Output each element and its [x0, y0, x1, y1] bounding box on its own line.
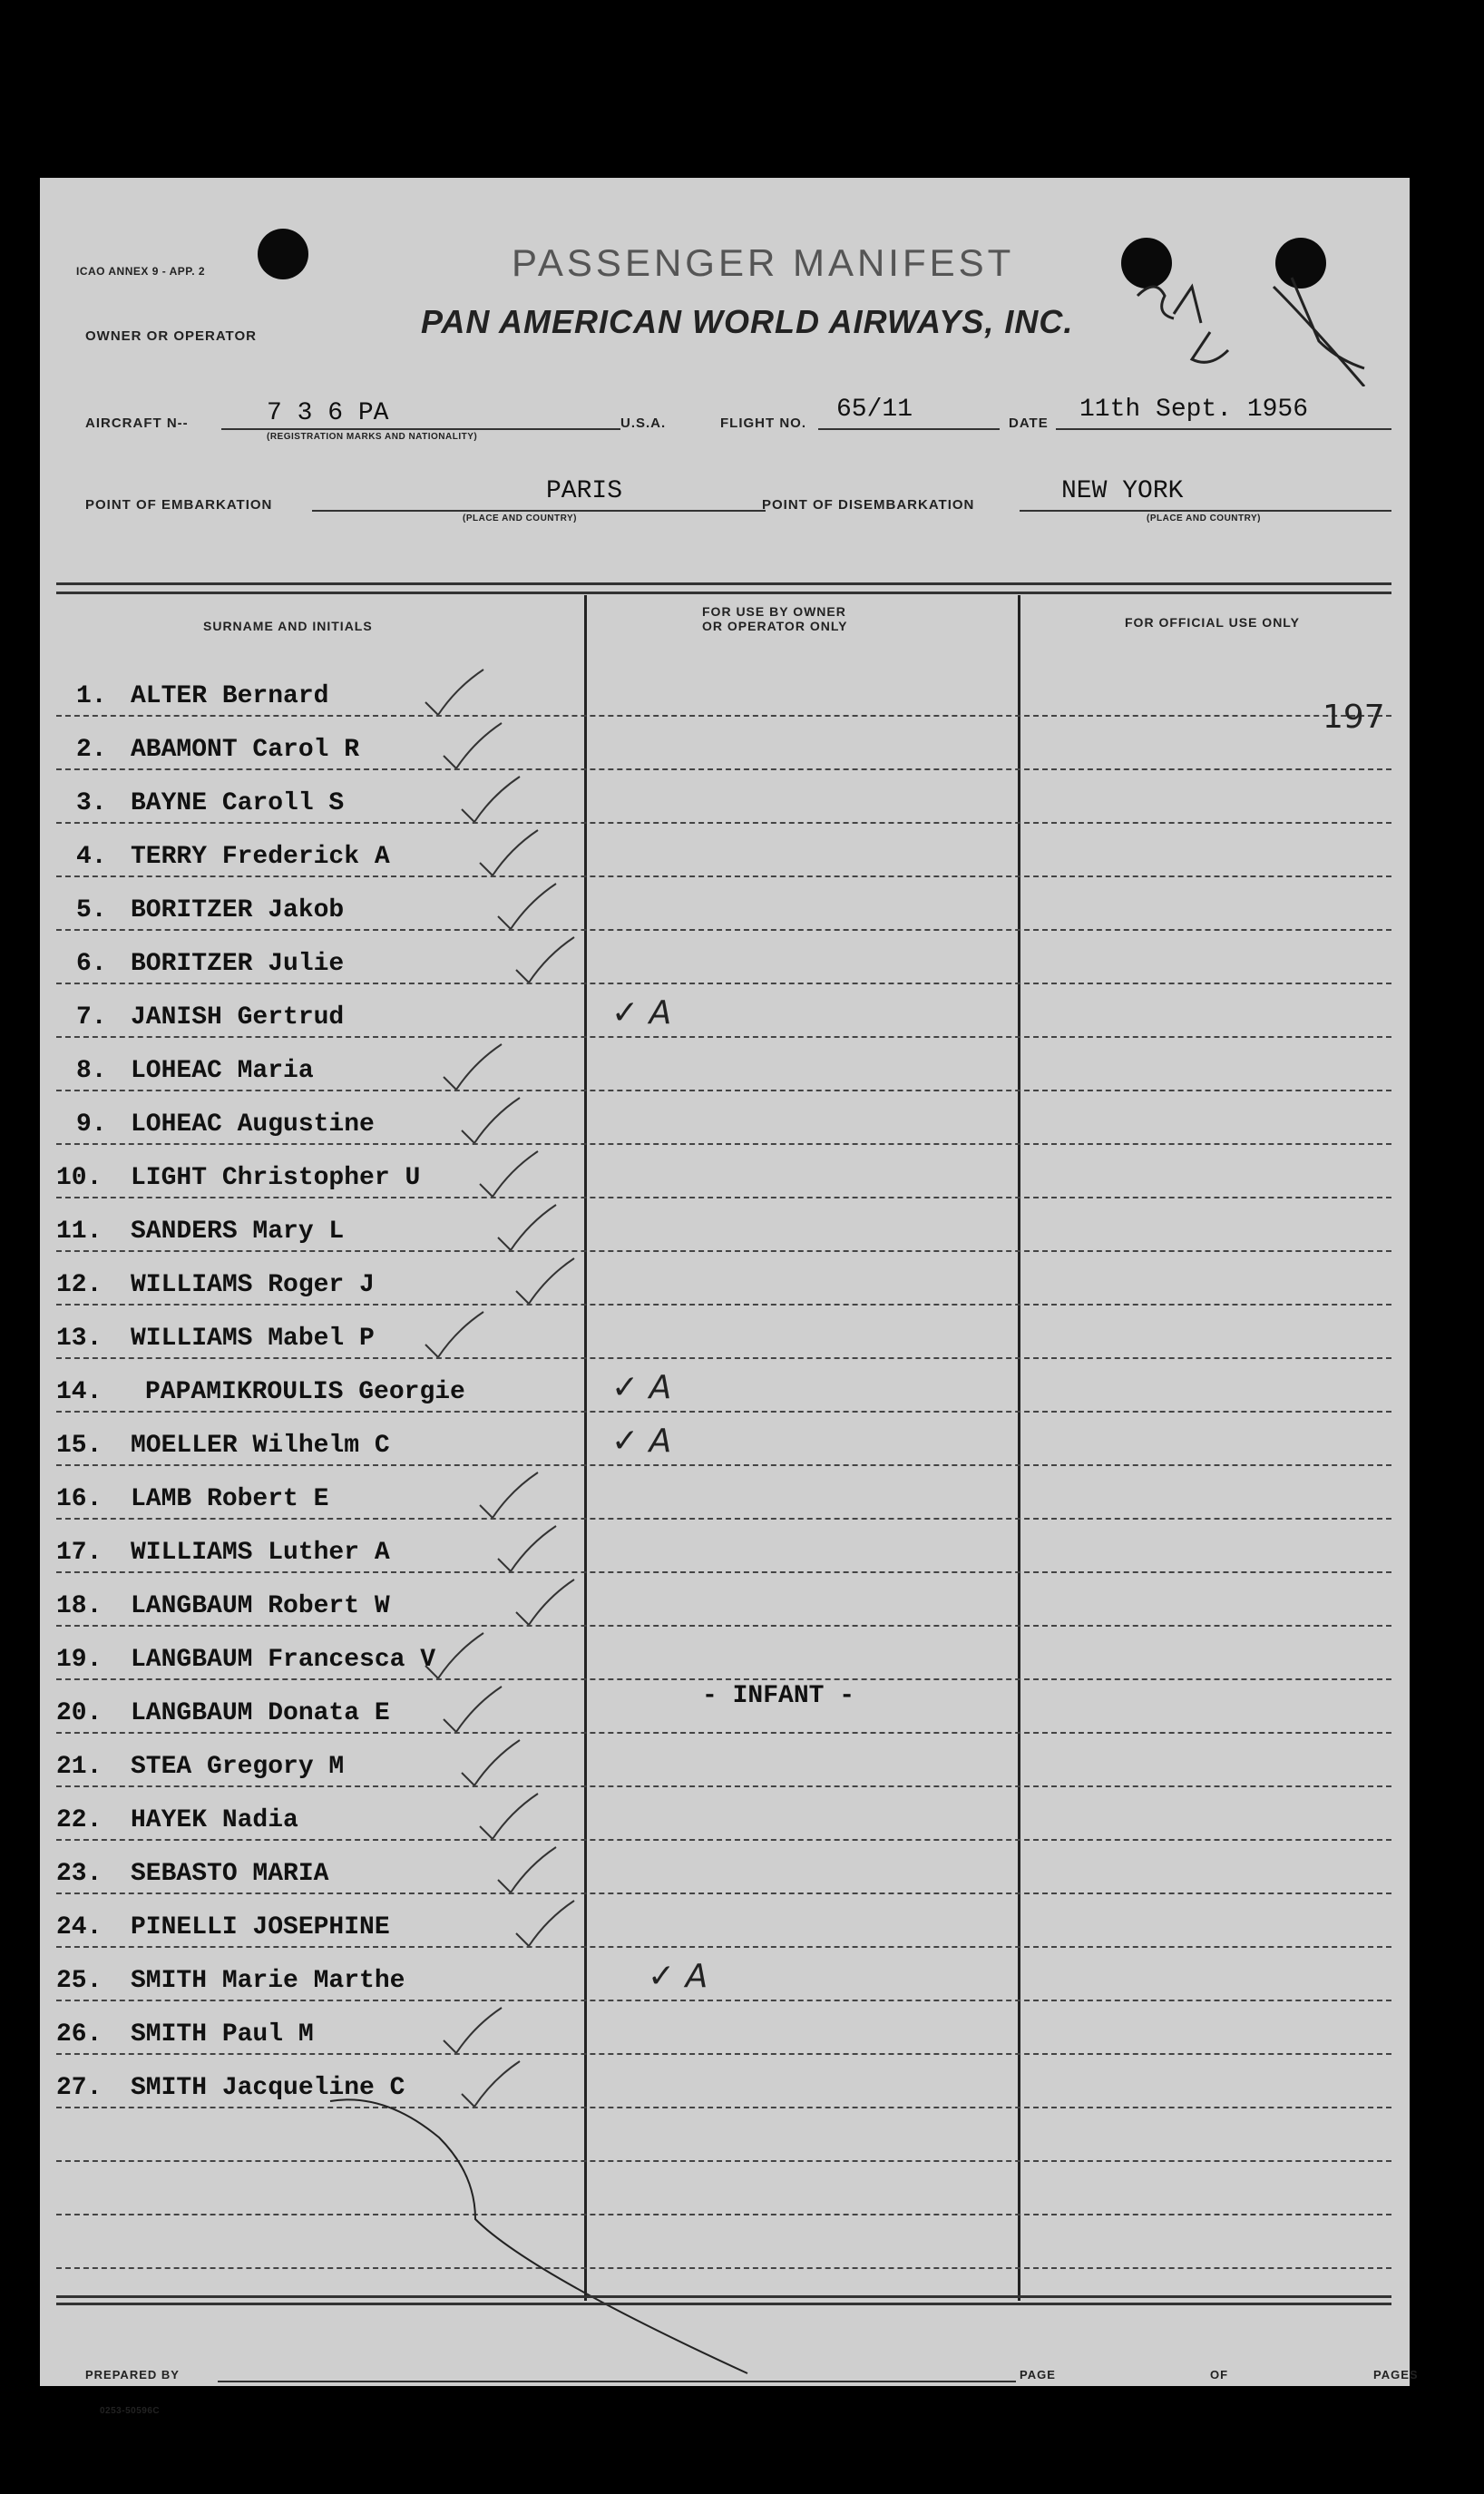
- check-mark-icon: [512, 934, 584, 988]
- owner-value: PAN AMERICAN WORLD AIRWAYS, INC.: [421, 303, 1074, 340]
- passenger-name: ABAMONT Carol R: [131, 736, 360, 764]
- passenger-number: 20.: [56, 1699, 103, 1727]
- passenger-name: STEA Gregory M: [131, 1753, 345, 1781]
- passenger-number: 19.: [56, 1646, 103, 1674]
- passenger-name: TERRY Frederick A: [131, 843, 390, 871]
- check-mark-icon: [493, 1844, 566, 1898]
- row-rule: [56, 1571, 1391, 1573]
- passenger-name: SMITH Marie Marthe: [131, 1967, 405, 1995]
- passenger-row: [40, 1592, 1410, 1646]
- column-header-owner-use-2: OR OPERATOR ONLY: [702, 619, 848, 633]
- passenger-row: [40, 1110, 1410, 1164]
- passenger-number: 10.: [56, 1164, 103, 1192]
- embark-underline: [312, 510, 766, 512]
- check-mark-icon: [457, 1736, 530, 1791]
- check-mark-icon: [421, 1629, 493, 1684]
- passenger-name: JANISH Gertrud: [131, 1003, 345, 1032]
- row-rule: [56, 1946, 1391, 1948]
- passenger-name: PINELLI JOSEPHINE: [131, 1913, 390, 1941]
- row-rule: [56, 1464, 1391, 1466]
- row-rule: [56, 1143, 1391, 1145]
- check-mark-icon: [421, 1308, 493, 1363]
- passenger-row: [40, 1325, 1410, 1378]
- passenger-row: [40, 736, 1410, 789]
- passenger-row: [40, 682, 1410, 736]
- passenger-name: LANGBAUM Donata E: [131, 1699, 390, 1727]
- table-bottom-rule: [56, 2303, 1391, 2305]
- check-mark-icon: [439, 1683, 512, 1737]
- check-mark-icon: [512, 1897, 584, 1951]
- passenger-number: 23.: [56, 1860, 103, 1888]
- table-top-rule: [56, 592, 1391, 594]
- aircraft-value: 7 3 6 PA: [267, 399, 389, 427]
- passenger-number: 11.: [56, 1218, 103, 1246]
- row-rule: [56, 1732, 1391, 1734]
- passenger-row: [40, 950, 1410, 1003]
- check-mark-icon: [475, 1790, 548, 1844]
- infant-note: - INFANT -: [702, 1682, 855, 1710]
- row-rule: [56, 1678, 1391, 1680]
- page-label: PAGE: [1020, 2368, 1056, 2382]
- embarkation-label: POINT OF EMBARKATION: [85, 497, 273, 513]
- column-header-owner-use: FOR USE BY OWNER: [702, 604, 846, 619]
- passenger-name: SMITH Jacqueline C: [131, 2074, 405, 2102]
- passenger-row: [40, 1218, 1410, 1271]
- passenger-name: WILLIAMS Mabel P: [131, 1325, 375, 1353]
- embarkation-sublabel: (PLACE AND COUNTRY): [463, 513, 577, 523]
- check-mark-icon: [439, 2004, 512, 2059]
- passenger-name: LANGBAUM Robert W: [131, 1592, 390, 1620]
- date-underline: [1056, 428, 1391, 430]
- passenger-number: 22.: [56, 1806, 103, 1834]
- disembarkation-sublabel: (PLACE AND COUNTRY): [1147, 513, 1261, 523]
- passenger-name: MOELLER Wilhelm C: [131, 1432, 390, 1460]
- row-rule: [56, 1625, 1391, 1627]
- passenger-row: [40, 1271, 1410, 1325]
- row-rule: [56, 1090, 1391, 1091]
- owner-label: OWNER OR OPERATOR: [85, 328, 257, 344]
- passenger-name: LANGBAUM Francesca V: [131, 1646, 436, 1674]
- row-rule: [56, 1411, 1391, 1413]
- check-mark-icon: [493, 1201, 566, 1256]
- passenger-row: [40, 896, 1410, 950]
- check-mark-icon: [512, 1576, 584, 1630]
- handwritten-stroke: [312, 2092, 784, 2382]
- owner-use-mark: ✓ A: [611, 1423, 672, 1460]
- table-bottom-rule: [56, 2295, 1391, 2298]
- passenger-name: SMITH Paul M: [131, 2020, 314, 2049]
- row-rule: [56, 983, 1391, 984]
- passenger-number: 6.: [76, 950, 107, 978]
- passenger-row: [40, 1860, 1410, 1913]
- passenger-name: LAMB Robert E: [131, 1485, 329, 1513]
- aircraft-sublabel: (REGISTRATION MARKS AND NATIONALITY): [267, 432, 478, 442]
- check-mark-icon: [475, 1148, 548, 1202]
- check-mark-icon: [457, 773, 530, 827]
- check-mark-icon: [475, 826, 548, 881]
- column-header-official: FOR OFFICIAL USE ONLY: [1125, 615, 1300, 630]
- passenger-name: LOHEAC Augustine: [131, 1110, 375, 1139]
- passenger-name: WILLIAMS Luther A: [131, 1539, 390, 1567]
- passenger-number: 27.: [56, 2074, 103, 2102]
- check-mark-icon: [421, 666, 493, 720]
- page-title: PASSENGER MANIFEST: [512, 241, 1015, 284]
- row-rule: [56, 1197, 1391, 1198]
- row-rule: [56, 768, 1391, 770]
- passenger-name: LIGHT Christopher U: [131, 1164, 421, 1192]
- passenger-name: BORITZER Julie: [131, 950, 345, 978]
- passenger-number: 8.: [76, 1057, 107, 1085]
- passenger-name: ALTER Bernard: [131, 682, 329, 710]
- passenger-number: 4.: [76, 843, 107, 871]
- passenger-row: [40, 1164, 1410, 1218]
- aircraft-underline: [221, 428, 620, 430]
- row-rule: [56, 1036, 1391, 1038]
- embarkation-value: PARIS: [546, 477, 623, 505]
- check-mark-icon: [439, 1041, 512, 1095]
- passenger-row: [40, 1057, 1410, 1110]
- prepared-by-line: [218, 2381, 1016, 2382]
- passenger-name: BAYNE Caroll S: [131, 789, 345, 817]
- passenger-row: [40, 994, 1410, 1057]
- pages-label: PAGES: [1373, 2368, 1419, 2382]
- passenger-number: 18.: [56, 1592, 103, 1620]
- disembark-underline: [1020, 510, 1391, 512]
- passenger-row: [40, 843, 1410, 896]
- flight-label: FLIGHT NO.: [720, 416, 806, 431]
- passenger-row: [40, 2020, 1410, 2074]
- date-value: 11th Sept. 1956: [1079, 396, 1309, 424]
- passenger-row: [40, 789, 1410, 843]
- passenger-number: 12.: [56, 1271, 103, 1299]
- passenger-number: 3.: [76, 789, 107, 817]
- row-rule: [56, 1785, 1391, 1787]
- disembarkation-value: NEW YORK: [1061, 477, 1184, 505]
- row-rule: [56, 1357, 1391, 1359]
- flight-underline: [818, 428, 1000, 430]
- passenger-number: 13.: [56, 1325, 103, 1353]
- row-rule: [56, 2053, 1391, 2055]
- passenger-name: WILLIAMS Roger J: [131, 1271, 375, 1299]
- passenger-row: [40, 1913, 1410, 1967]
- usa-label: U.S.A.: [620, 416, 667, 431]
- row-rule: [56, 715, 1391, 717]
- passenger-name: BORITZER Jakob: [131, 896, 345, 924]
- check-mark-icon: [457, 1094, 530, 1149]
- row-rule: [56, 2000, 1391, 2001]
- passenger-number: 16.: [56, 1485, 103, 1513]
- punch-hole: [258, 229, 308, 279]
- passenger-row: [40, 1753, 1410, 1806]
- official-note: 197: [1323, 699, 1385, 736]
- handwritten-annotation: [1119, 259, 1391, 386]
- date-label: DATE: [1009, 416, 1049, 431]
- passenger-number: 24.: [56, 1913, 103, 1941]
- prepared-by-label: PREPARED BY: [85, 2368, 180, 2382]
- passenger-number: 21.: [56, 1753, 103, 1781]
- passenger-number: 5.: [76, 896, 107, 924]
- flight-value: 65/11: [836, 396, 913, 424]
- owner-use-mark: ✓ A: [611, 1369, 672, 1406]
- passenger-number: 25.: [56, 1967, 103, 1995]
- table-top-rule: [56, 582, 1391, 585]
- row-rule: [56, 929, 1391, 931]
- owner-use-mark: ✓ A: [611, 994, 672, 1032]
- passenger-number: 7.: [76, 1003, 107, 1032]
- passenger-row: [40, 1369, 1410, 1432]
- passenger-name: SANDERS Mary L: [131, 1218, 345, 1246]
- check-mark-icon: [512, 1255, 584, 1309]
- passenger-number: 26.: [56, 2020, 103, 2049]
- aircraft-label: AIRCRAFT N--: [85, 416, 189, 431]
- passenger-name: LOHEAC Maria: [131, 1057, 314, 1085]
- passenger-row: [40, 1958, 1410, 2020]
- passenger-row: [40, 1485, 1410, 1539]
- check-mark-icon: [493, 880, 566, 934]
- passenger-name: HAYEK Nadia: [131, 1806, 298, 1834]
- disembarkation-label: POINT OF DISEMBARKATION: [762, 497, 975, 513]
- check-mark-icon: [475, 1469, 548, 1523]
- check-mark-icon: [439, 719, 512, 774]
- passenger-number: 1.: [76, 682, 107, 710]
- row-rule: [56, 1304, 1391, 1306]
- manifest-sheet: [40, 178, 1419, 2416]
- row-rule: [56, 875, 1391, 877]
- passenger-number: 17.: [56, 1539, 103, 1567]
- of-label: OF: [1210, 2368, 1229, 2382]
- passenger-row: [40, 1806, 1410, 1860]
- form-number: 0253-50596C: [100, 2406, 161, 2416]
- owner-use-mark: ✓ A: [648, 1958, 708, 1995]
- form-reference: ICAO ANNEX 9 - APP. 2: [76, 265, 206, 278]
- passenger-number: 14.: [56, 1378, 103, 1406]
- check-mark-icon: [493, 1522, 566, 1577]
- passenger-number: 15.: [56, 1432, 103, 1460]
- row-rule: [56, 1893, 1391, 1894]
- passenger-number: 9.: [76, 1110, 107, 1139]
- passenger-number: 2.: [76, 736, 107, 764]
- passenger-row: [40, 1423, 1410, 1485]
- row-rule: [56, 822, 1391, 824]
- row-rule: [56, 1839, 1391, 1841]
- passenger-row: [40, 1539, 1410, 1592]
- row-rule: [56, 1518, 1391, 1520]
- column-header-surname: SURNAME AND INITIALS: [203, 619, 373, 633]
- passenger-name: SEBASTO MARIA: [131, 1860, 329, 1888]
- row-rule: [56, 1250, 1391, 1252]
- passenger-name: PAPAMIKROULIS Georgie: [145, 1378, 465, 1406]
